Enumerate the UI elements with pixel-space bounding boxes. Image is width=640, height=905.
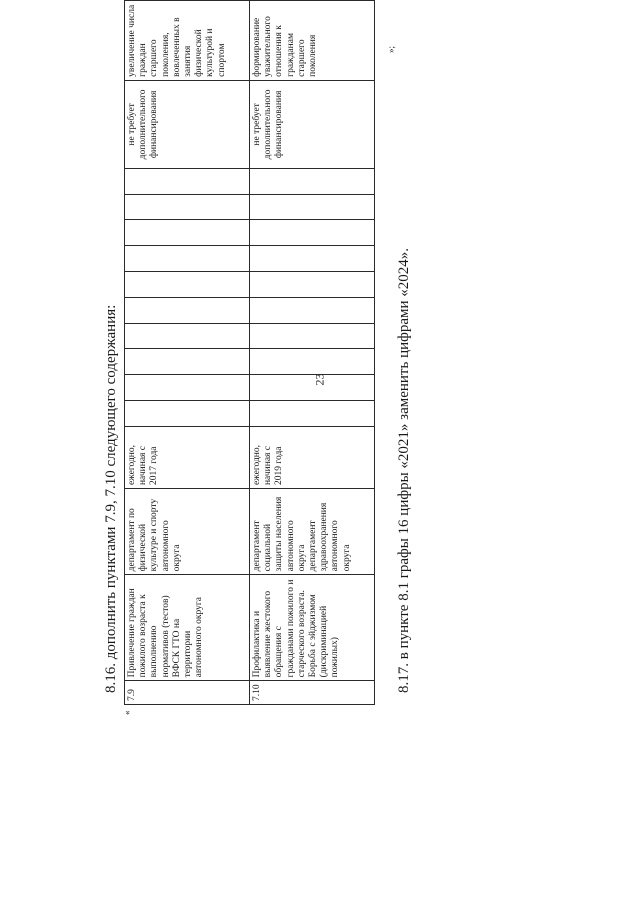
empty-cell — [125, 272, 250, 298]
empty-cell — [250, 168, 375, 194]
empty-cell — [250, 400, 375, 426]
close-quote-mark: »; — [386, 45, 396, 53]
page-number: 23 — [312, 373, 327, 386]
empty-cell — [125, 220, 250, 246]
heading-replace-digits: 8.17. в пункте 8.1 графы 16 цифры «2021» заменить цифрами «2024». — [396, 247, 412, 693]
empty-cell — [250, 297, 375, 323]
empty-cell — [250, 220, 375, 246]
empty-cell — [125, 297, 250, 323]
responsible-dept: департамент по физической культуре и спорту автономного округа — [125, 489, 250, 575]
empty-cell — [250, 272, 375, 298]
measure-name: Профилактика и выявление жестокого обращения с гражданами пожилого и старческого возраста. Борьба с эйджизмом (дискриминацией пожилых) — [250, 575, 375, 681]
empty-cell — [125, 194, 250, 220]
empty-cell — [125, 349, 250, 375]
empty-cell — [125, 400, 250, 426]
empty-cell — [125, 323, 250, 349]
financing: не требует дополнительного финансирования — [125, 80, 250, 168]
responsible-dept: департамент социальной защиты населения автономного округа департамент здравоохранения автономного округа — [250, 489, 375, 575]
empty-cell — [125, 246, 250, 272]
empty-cell — [250, 375, 375, 401]
table-row — [250, 1, 375, 705]
row-number: 7.10 — [250, 681, 375, 705]
financing: не требует дополнительного финансирования — [250, 80, 375, 168]
row-number: 7.9 — [125, 681, 250, 705]
expected-result: формирование уважительного отношения к гражданам старшего поколения — [250, 1, 375, 81]
empty-cell — [125, 375, 250, 401]
open-quote-mark: « — [122, 710, 132, 715]
expected-result: увеличение числа граждан старшего поколения, вовлеченных в занятия физической культурой и спортом — [125, 1, 250, 81]
empty-cell — [250, 323, 375, 349]
table-row — [125, 1, 250, 705]
empty-cell — [125, 168, 250, 194]
heading-add-items: 8.16. дополнить пунктами 7.9, 7.10 следующего содержания: — [103, 304, 119, 693]
term: ежегодно, начиная с 2017 года — [125, 426, 250, 488]
measure-name: Привлечение граждан пожилого возраста к выполнению нормативов (тестов) ВФСК ГТО на территории автономного округа — [125, 575, 250, 681]
measures-table — [124, 0, 375, 705]
empty-cell — [250, 246, 375, 272]
empty-cell — [250, 194, 375, 220]
term: ежегодно, начиная с 2019 года — [250, 426, 375, 488]
empty-cell — [250, 349, 375, 375]
